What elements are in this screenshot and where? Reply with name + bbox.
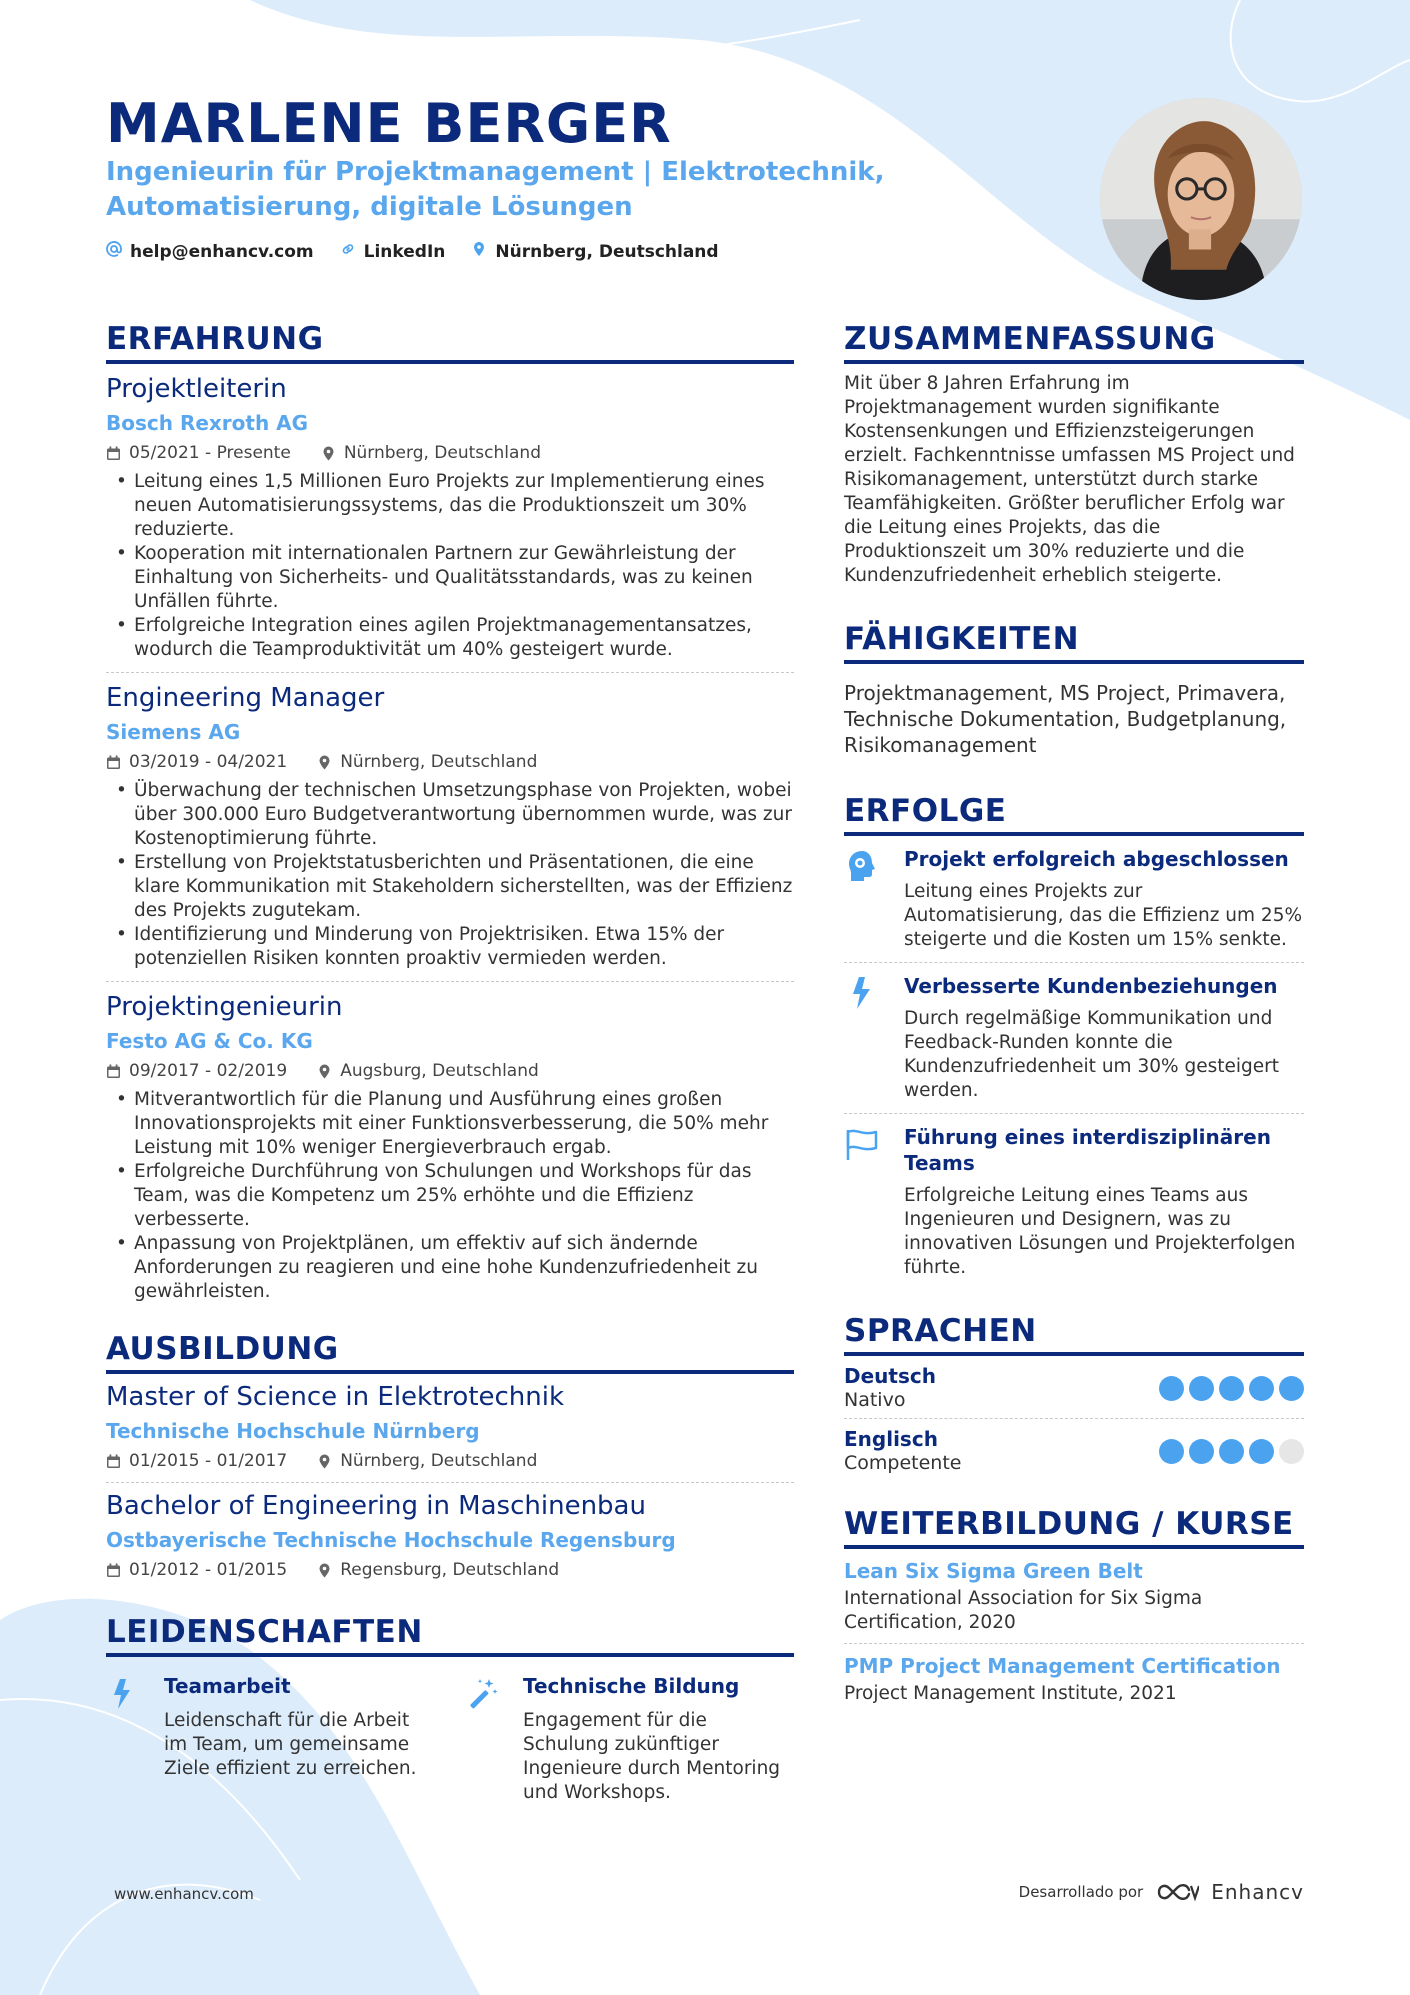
enhancv-logo-icon bbox=[1155, 1880, 1199, 1904]
job-bullet: • Anpassung von Projektplänen, um effektiv auf sich ändernde Anforderungen zu reagieren und eine hohe Kundenzufriedenheit zu gewährleisten. bbox=[106, 1232, 794, 1304]
passion-item bbox=[465, 1673, 794, 1805]
education-entry bbox=[106, 1483, 794, 1591]
language-level: Competente bbox=[844, 1452, 962, 1474]
contact-linkedin[interactable] bbox=[340, 241, 446, 262]
footer-branding bbox=[1019, 1880, 1304, 1904]
language-name: Deutsch bbox=[844, 1364, 936, 1388]
achievement-item bbox=[844, 1114, 1304, 1290]
calendar-icon bbox=[106, 446, 121, 461]
course-desc: Project Management Institute, 2021 bbox=[844, 1683, 1177, 1704]
passion-item bbox=[106, 1673, 435, 1805]
job-company: Bosch Rexroth AG bbox=[106, 411, 309, 435]
job-bullets bbox=[106, 470, 794, 662]
job-bullet: • Leitung eines 1,5 Millionen Euro Projekts zur Implementierung eines neuen Automatisierungssystems, das die Produktionszeit um 30% reduzierte. bbox=[106, 470, 794, 542]
location-pin-icon bbox=[471, 241, 487, 262]
language-level: Nativo bbox=[844, 1389, 906, 1411]
candidate-name: MARLENE BERGER bbox=[106, 92, 672, 155]
link-icon bbox=[340, 241, 356, 262]
powered-by-text: Desarrollado por bbox=[1018, 1883, 1144, 1901]
summary-heading: ZUSAMMENFASSUNG bbox=[844, 320, 1304, 364]
contact-email-text: help@enhancv.com bbox=[130, 241, 314, 262]
left-column bbox=[106, 320, 794, 1805]
location-pin-icon bbox=[317, 1563, 332, 1578]
job-bullet: • Mitverantwortlich für die Planung und Ausführung eines großen Innovationsprojekts mit einer Funktionsverbesserung, die 50% mehr Leistung mit 10% weniger Energieverbrauch ergab. bbox=[106, 1088, 794, 1160]
rating-dot-filled bbox=[1249, 1376, 1274, 1401]
education-section bbox=[106, 1330, 794, 1591]
experience-heading: ERFAHRUNG bbox=[106, 320, 794, 364]
education-meta bbox=[106, 1557, 794, 1583]
rating-dot-filled bbox=[1249, 1439, 1274, 1464]
job-bullet: • Erstellung von Projektstatusberichten und Präsentationen, die eine klare Kommunikation mit Stakeholdern sicherstellten, was der Effizienz des Projekts zugutekam. bbox=[106, 851, 794, 923]
contact-location-text: Nürnberg, Deutschland bbox=[495, 241, 719, 262]
job-location bbox=[317, 1058, 539, 1084]
job-title: Engineering Manager bbox=[106, 683, 385, 713]
rating-dot-filled bbox=[1279, 1376, 1304, 1401]
job-bullet: • Überwachung der technischen Umsetzungsphase von Projekten, wobei über 300.000 Euro Budgetverantwortung übernommen wurde, was zur Kostenoptimierung führte. bbox=[106, 779, 794, 851]
achievement-desc: Durch regelmäßige Kommunikation und Feedback-Runden konnte die Kundenzufriedenheit um 30% gesteigert werden. bbox=[904, 1008, 1279, 1101]
contact-email[interactable] bbox=[106, 241, 314, 262]
job-title: Projektingenieurin bbox=[106, 992, 343, 1022]
education-meta bbox=[106, 1448, 794, 1474]
language-rating bbox=[1159, 1439, 1304, 1464]
achievement-title: Führung eines interdisziplinären Teams bbox=[904, 1125, 1271, 1175]
calendar-icon bbox=[106, 1563, 121, 1578]
education-entry bbox=[106, 1374, 794, 1483]
job-bullet: • Erfolgreiche Durchführung von Schulungen und Workshops für das Team, was die Kompetenz um 25% erhöhte und die Effizienz verbesserte. bbox=[106, 1160, 794, 1232]
job-dates bbox=[106, 1058, 287, 1084]
job-dates-text: 03/2019 - 04/2021 bbox=[129, 752, 288, 772]
job-location-text: Augsburg, Deutschland bbox=[340, 1061, 539, 1081]
language-item bbox=[844, 1356, 1304, 1419]
job-meta bbox=[106, 440, 794, 466]
course-item bbox=[844, 1549, 1304, 1644]
job-bullet: • Kooperation mit internationalen Partnern zur Gewährleistung der Einhaltung von Sicherheits- und Qualitätsstandards, was zu keinen Unfällen führte. bbox=[106, 542, 794, 614]
candidate-headline: Ingenieurin für Projektmanagement | Elektrotechnik, Automatisierung, digitale Lösungen bbox=[106, 157, 885, 222]
contact-bar bbox=[106, 241, 719, 262]
education-degree: Bachelor of Engineering in Maschinenbau bbox=[106, 1491, 646, 1521]
job-meta bbox=[106, 749, 794, 775]
calendar-icon bbox=[106, 1064, 121, 1079]
rating-dot-filled bbox=[1219, 1439, 1244, 1464]
footer-website[interactable]: www.enhancv.com bbox=[114, 1885, 254, 1903]
rating-dot-filled bbox=[1159, 1439, 1184, 1464]
job-bullets bbox=[106, 1088, 794, 1304]
education-degree: Master of Science in Elektrotechnik bbox=[106, 1382, 565, 1412]
course-title: PMP Project Management Certification bbox=[844, 1654, 1281, 1678]
contact-linkedin-text: LinkedIn bbox=[363, 241, 446, 262]
education-dates-text: 01/2012 - 01/2015 bbox=[129, 1560, 288, 1580]
language-item bbox=[844, 1419, 1304, 1481]
location-pin-icon bbox=[317, 1454, 332, 1469]
job-dates-text: 05/2021 - Presente bbox=[129, 443, 291, 463]
rating-dot-filled bbox=[1219, 1376, 1244, 1401]
language-name: Englisch bbox=[844, 1427, 938, 1451]
achievement-item bbox=[844, 836, 1304, 963]
flag-icon bbox=[844, 1126, 880, 1162]
profile-photo bbox=[1100, 98, 1302, 300]
head-brain-icon bbox=[844, 848, 880, 884]
brand-name: Enhancv bbox=[1211, 1880, 1304, 1904]
achievement-desc: Erfolgreiche Leitung eines Teams aus Ingenieuren und Designern, was zu innovativen Lösungen und Projekterfolgen führte. bbox=[904, 1185, 1296, 1278]
job-dates bbox=[106, 440, 291, 466]
summary-text: Mit über 8 Jahren Erfahrung im Projektmanagement wurden signifikante Kostensenkungen und Effizienzsteigerungen erzielt. Fachkenntnisse umfassen MS Project und Risikomanagement, unterstützt durch starke Teamfähigkeiten. Größter beruflicher Erfolg war die Leitung eines Projekts, das die Produktionszeit um 30% reduzierte und die Kundenzufriedenheit erheblich steigerte. bbox=[844, 373, 1295, 586]
location-pin-icon bbox=[317, 1064, 332, 1079]
job-location-text: Nürnberg, Deutschland bbox=[340, 752, 538, 772]
skills-text: Projektmanagement, MS Project, Primavera, Technische Dokumentation, Budgetplanung, Risikomanagement bbox=[844, 681, 1287, 757]
job-location bbox=[321, 440, 541, 466]
contact-location bbox=[471, 241, 718, 262]
education-location bbox=[317, 1557, 559, 1583]
education-school: Ostbayerische Technische Hochschule Regensburg bbox=[106, 1528, 676, 1552]
magic-wand-icon bbox=[465, 1677, 499, 1711]
courses-heading: WEITERBILDUNG / KURSE bbox=[844, 1505, 1304, 1549]
education-location-text: Regensburg, Deutschland bbox=[340, 1560, 560, 1580]
achievements-heading: ERFOLGE bbox=[844, 792, 1304, 836]
job-bullet: • Identifizierung und Minderung von Projektrisiken. Etwa 15% der potenziellen Risiken konnten proaktiv vermieden werden. bbox=[106, 923, 794, 971]
job-company: Festo AG & Co. KG bbox=[106, 1029, 313, 1053]
skills-heading: FÄHIGKEITEN bbox=[844, 620, 1304, 664]
job-location-text: Nürnberg, Deutschland bbox=[343, 443, 541, 463]
at-icon bbox=[106, 241, 122, 262]
education-dates bbox=[106, 1557, 287, 1583]
course-title: Lean Six Sigma Green Belt bbox=[844, 1559, 1143, 1583]
passions-section bbox=[106, 1613, 794, 1805]
bolt-icon bbox=[844, 975, 880, 1011]
right-column bbox=[844, 320, 1304, 1714]
education-location-text: Nürnberg, Deutschland bbox=[340, 1451, 538, 1471]
languages-heading: SPRACHEN bbox=[844, 1312, 1304, 1356]
location-pin-icon bbox=[317, 755, 332, 770]
bolt-icon bbox=[106, 1677, 140, 1711]
education-location bbox=[317, 1448, 537, 1474]
education-school: Technische Hochschule Nürnberg bbox=[106, 1419, 480, 1443]
job-entry bbox=[106, 673, 794, 982]
skills-section bbox=[844, 620, 1304, 758]
achievements-section bbox=[844, 792, 1304, 1290]
language-rating bbox=[1159, 1376, 1304, 1401]
education-dates bbox=[106, 1448, 287, 1474]
course-item bbox=[844, 1644, 1304, 1714]
achievement-title: Verbesserte Kundenbeziehungen bbox=[904, 974, 1278, 998]
passions-list bbox=[106, 1673, 794, 1805]
languages-section bbox=[844, 1312, 1304, 1481]
achievement-item bbox=[844, 963, 1304, 1114]
location-pin-icon bbox=[321, 446, 336, 461]
job-bullet: • Erfolgreiche Integration eines agilen Projektmanagementansatzes, wodurch die Teamproduktivität um 40% gesteigert wurde. bbox=[106, 614, 794, 662]
job-meta bbox=[106, 1058, 794, 1084]
calendar-icon bbox=[106, 755, 121, 770]
job-dates bbox=[106, 749, 287, 775]
passion-desc: Leidenschaft für die Arbeit im Team, um gemeinsame Ziele effizient zu erreichen. bbox=[164, 1710, 417, 1779]
experience-section bbox=[106, 320, 794, 1314]
rating-dot-empty bbox=[1279, 1439, 1304, 1464]
calendar-icon bbox=[106, 1454, 121, 1469]
achievement-title: Projekt erfolgreich abgeschlossen bbox=[904, 847, 1289, 871]
job-company: Siemens AG bbox=[106, 720, 241, 744]
job-dates-text: 09/2017 - 02/2019 bbox=[129, 1061, 288, 1081]
summary-section bbox=[844, 320, 1304, 588]
courses-section bbox=[844, 1505, 1304, 1714]
rating-dot-filled bbox=[1189, 1376, 1214, 1401]
job-entry bbox=[106, 364, 794, 673]
passions-heading: LEIDENSCHAFTEN bbox=[106, 1613, 794, 1657]
job-bullets bbox=[106, 779, 794, 971]
education-heading: AUSBILDUNG bbox=[106, 1330, 794, 1374]
education-dates-text: 01/2015 - 01/2017 bbox=[129, 1451, 288, 1471]
rating-dot-filled bbox=[1189, 1439, 1214, 1464]
passion-title: Technische Bildung bbox=[523, 1674, 740, 1698]
course-desc: International Association for Six Sigma Certification, 2020 bbox=[844, 1588, 1203, 1633]
achievement-desc: Leitung eines Projekts zur Automatisierung, das die Effizienz um 25% steigerte und die Kosten um 15% senkte. bbox=[904, 881, 1303, 950]
passion-desc: Engagement für die Schulung zukünftiger Ingenieure durch Mentoring und Workshops. bbox=[523, 1710, 781, 1803]
job-title: Projektleiterin bbox=[106, 374, 287, 404]
rating-dot-filled bbox=[1159, 1376, 1184, 1401]
passion-title: Teamarbeit bbox=[164, 1674, 291, 1698]
job-location bbox=[317, 749, 537, 775]
job-entry bbox=[106, 982, 794, 1314]
